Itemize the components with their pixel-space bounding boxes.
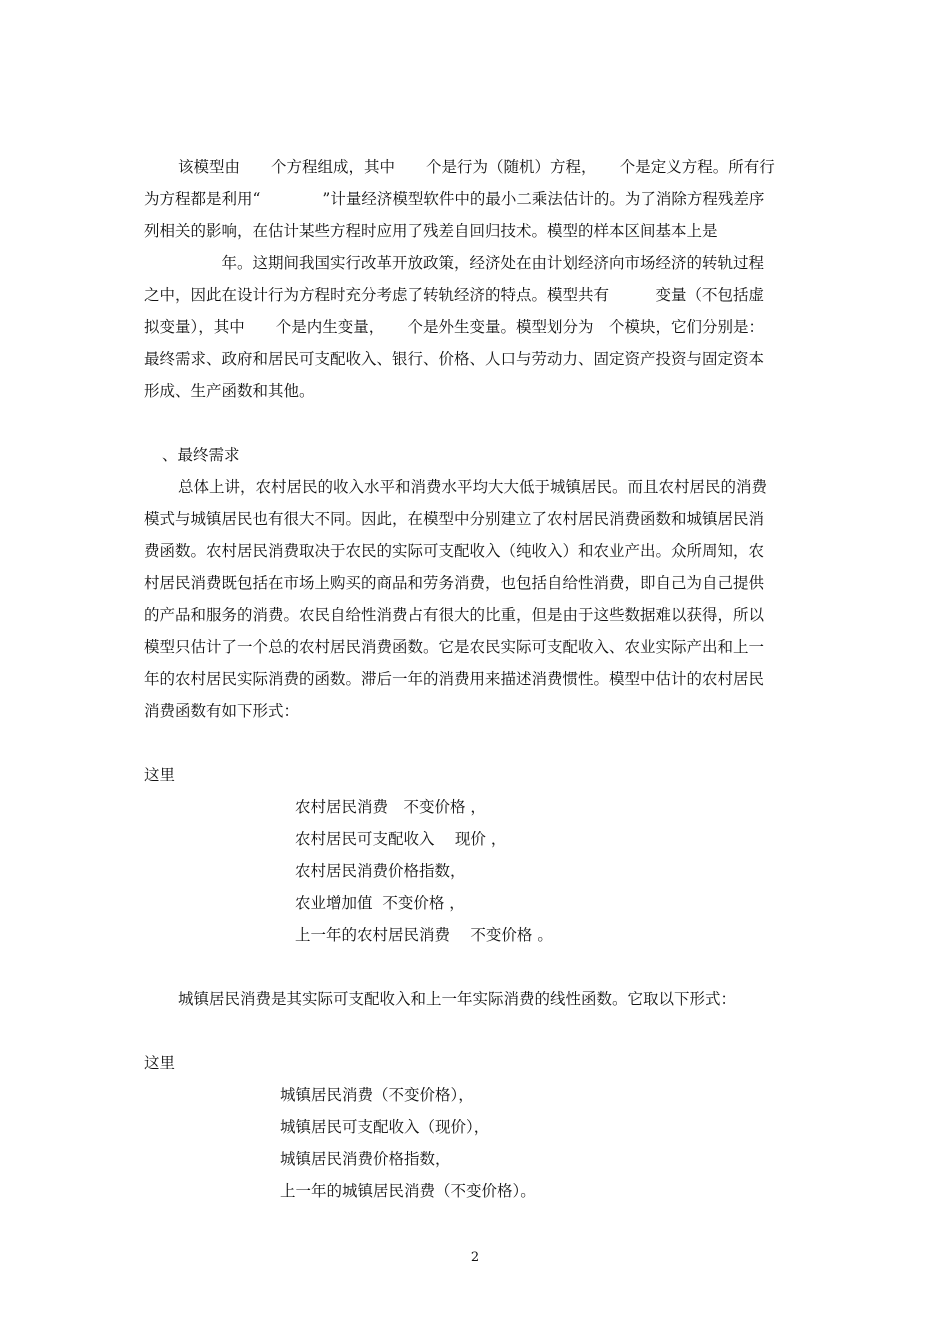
intro-line: 该模型由 个方程组成，其中 个是行为（随机）方程， 个是定义方程。所有行 [178, 158, 775, 176]
section1-line: 村居民消费既包括在市场上购买的商品和劳务消费，也包括自给性消费，即自己为自己提供 [144, 574, 765, 592]
definition-item: 农村居民消费价格指数， [295, 862, 466, 880]
section1-line: 的产品和服务的消费。农民自给性消费占有很大的比重，但是由于这些数据难以获得，所以 [144, 606, 765, 624]
section1-line: 费函数。农村居民消费取决于农民的实际可支配收入（纯收入）和农业产出。众所周知，农 [144, 542, 765, 560]
intro-line: 之中，因此在设计行为方程时充分考虑了转轨经济的特点。模型共有 变量（不包括虚 [144, 286, 765, 304]
definition-item: 城镇居民消费（不变价格）， [280, 1086, 474, 1104]
definition-item: 城镇居民可支配收入（现价）， [280, 1118, 490, 1136]
definition-item: 上一年的农村居民消费 不变价格 。 [295, 926, 553, 944]
section1-line: 年的农村居民实际消费的函数。滞后一年的消费用来描述消费惯性。模型中估计的农村居民 [144, 670, 765, 688]
definition-item: 农村居民消费 不变价格 ， [295, 798, 486, 816]
definition-item: 农村居民可支配收入 现价 ， [295, 830, 507, 848]
section-heading: 、最终需求 [162, 446, 240, 464]
where-label: 这里 [144, 766, 176, 784]
section1-line: 模型只估计了一个总的农村居民消费函数。它是农民实际可支配收入、农业实际产出和上一 [144, 638, 765, 656]
definition-item: 上一年的城镇居民消费（不变价格）。 [280, 1182, 536, 1200]
intro-line: 形成、生产函数和其他。 [144, 382, 315, 400]
definition-item: 农业增加值 不变价格 ， [295, 894, 465, 912]
intro-line: 最终需求、政府和居民可支配收入、银行、价格、人口与劳动力、固定资产投资与固定资本 [144, 350, 765, 368]
definition-item: 城镇居民消费价格指数， [280, 1150, 451, 1168]
intro-line: 拟变量），其中 个是内生变量， 个是外生变量。模型划分为 个模块，它们分别是： [144, 318, 765, 336]
urban-paragraph: 城镇居民消费是其实际可支配收入和上一年实际消费的线性函数。它取以下形式： [178, 990, 737, 1008]
page-number: 2 [470, 1250, 480, 1265]
where-label: 这里 [144, 1054, 176, 1072]
section1-line: 模式与城镇居民也有很大不同。因此，在模型中分别建立了农村居民消费函数和城镇居民消 [144, 510, 765, 528]
section1-line: 总体上讲，农村居民的收入水平和消费水平均大大低于城镇居民。而且农村居民的消费 [178, 478, 768, 496]
intro-line: 为方程都是利用“ ”计量经济模型软件中的最小二乘法估计的。为了消除方程残差序 [144, 190, 765, 208]
section1-line: 消费函数有如下形式： [144, 702, 300, 720]
intro-line: 列相关的影响，在估计某些方程时应用了残差自回归技术。模型的样本区间基本上是 [144, 222, 718, 240]
intro-line: 年。这期间我国实行改革开放政策，经济处在由计划经济向市场经济的转轨过程 [144, 254, 765, 272]
